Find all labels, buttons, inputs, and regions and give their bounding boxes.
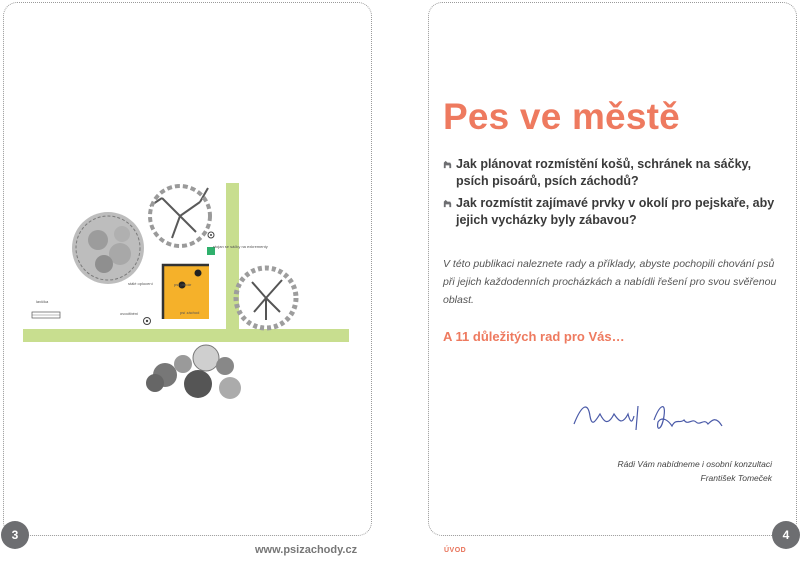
question-item: [441, 195, 781, 229]
signature: [566, 396, 736, 446]
question-item: [441, 156, 781, 190]
dog-urinal-label: psí pisoár: [174, 282, 192, 287]
page-number-right: 4: [772, 521, 800, 549]
page-title: Pes ve městě: [443, 96, 680, 137]
contact-note: [617, 457, 772, 485]
dog-bullet-icon: [442, 159, 453, 170]
dispenser-label: stojan se sáčky na exkrementy: [213, 244, 268, 249]
question-list: [441, 156, 781, 234]
bushes-icon: [146, 345, 241, 399]
visual-barrier-label: ovocitbéni: [120, 311, 139, 316]
bench-label: lavička: [36, 299, 49, 304]
footer-url[interactable]: www.psizachody.cz: [255, 544, 358, 556]
page-number-left: 3: [1, 521, 29, 549]
contact-name: František Tomeček: [700, 473, 772, 483]
contact-line: Rádi Vám nabídneme i osobní konzultaci: [617, 459, 772, 469]
park-plan-illustration: [20, 178, 355, 408]
question-text: Jak rozmístit zajímavé prvky v okolí pro pejskaře, aby jejich vycházky byly zábavou?: [456, 196, 775, 227]
intro-text: V této publikaci naleznete rady a příklady, abyste pochopili chování psů při jejich každodenních procházkách a nabídli řešení pro svou svěřenou oblast.: [443, 258, 777, 306]
horizontal-path: [23, 329, 349, 342]
tree-right-icon: [236, 268, 296, 328]
section-label: ÚVOD: [444, 547, 467, 554]
dog-toilet-label: psí záchod: [180, 310, 200, 315]
tips-heading: A 11 důležitých rad pro Vás…: [443, 329, 625, 344]
fence-label: stálé oplocení: [128, 281, 153, 286]
question-text: Jak plánovat rozmístění košů, schránek na sáčky, psích pisoárů, psích záchodů?: [456, 157, 752, 188]
tree-left-icon: [72, 212, 144, 284]
tree-top-icon: [150, 186, 210, 246]
dog-bullet-icon: [442, 198, 453, 209]
vertical-path: [226, 183, 239, 333]
